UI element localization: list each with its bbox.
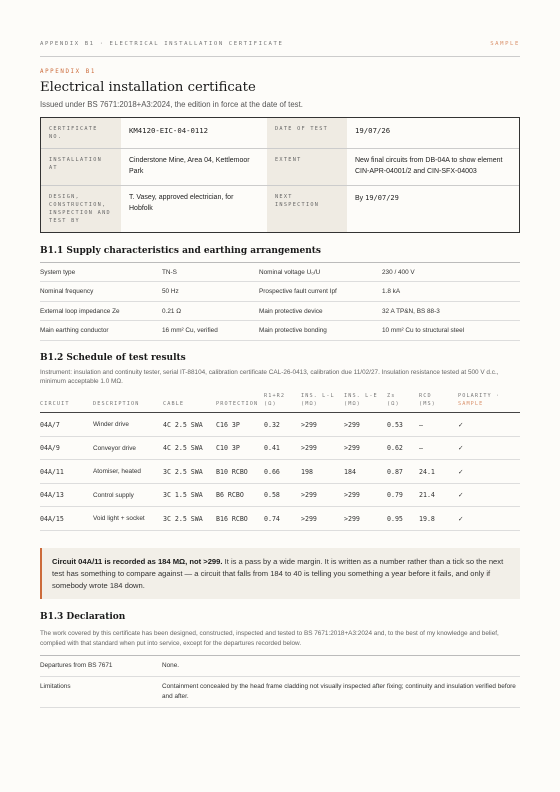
extent-value: New final circuits from DB-04A to show element CIN-APR-04001/2 and CIN-SFX-04003 (355, 157, 503, 175)
extent-label: EXTENT (267, 149, 347, 185)
cell-polarity: ✓ (458, 507, 520, 531)
col-ins-le-label: INS. L-E (344, 392, 378, 399)
cell-cable: 4C 2.5 SWA (163, 436, 216, 460)
cell-r1r2: 0.74 (264, 507, 301, 531)
supply-label: Main protective bonding (259, 326, 327, 334)
col-protection: PROTECTION (216, 392, 264, 413)
table-row (40, 460, 520, 484)
col-ins-ll-label: INS. L-L (301, 392, 335, 399)
cell-protection: B10 RCBO (216, 460, 264, 484)
cell-r1r2: 0.58 (264, 483, 301, 507)
cert-no-label: CERTIFICATE NO. (41, 118, 121, 148)
supply-label: Nominal voltage U₀/U (259, 268, 321, 276)
test-results-header (40, 392, 520, 413)
supply-value: TN-S (162, 268, 177, 276)
cell-zs: 0.79 (387, 483, 419, 507)
callout-body: It is a pass by a wide margin. It is written as a number rather than a tick so the next test has something to compare against — a circuit that falls from 184 to 40 is telling you something a year before it fails, and only if somebody wrote 184 down. (52, 556, 504, 590)
cell-r1r2: 0.66 (264, 460, 301, 484)
certificate-details (40, 117, 520, 233)
supply-value: 50 Hz (162, 288, 179, 296)
cell-circuit: 04A/15 (40, 507, 93, 531)
cell-ins-le: 184 (344, 460, 387, 484)
cell-zs: 0.53 (387, 413, 419, 437)
cell-description: Void light + socket (93, 507, 163, 531)
cell-rcd: 21.4 (419, 483, 458, 507)
cell-ins-ll: >299 (301, 483, 344, 507)
col-polarity-sample: SAMPLE (458, 401, 484, 408)
declaration-value: None. (162, 662, 180, 670)
col-zs (387, 392, 419, 413)
instrument-note: Instrument: insulation and continuity tester, serial IT-88104, calibration certificate CAL-26-0413, calibration due 11/02/27. Insulation resistance tested at 500 V d.c., minimum acceptable 1.0 MΩ. (40, 368, 499, 386)
declaration-table (40, 655, 520, 708)
next-inspection-date: 19/07/29 (365, 193, 399, 202)
supply-label: Prospective fault current Ipf (259, 288, 337, 296)
installation-label: INSTALLATION AT (41, 149, 121, 185)
cell-zs: 0.95 (387, 507, 419, 531)
declaration-row (40, 677, 520, 708)
next-inspection-label: NEXT INSPECTION (267, 186, 347, 232)
cell-rcd: 19.8 (419, 507, 458, 531)
supply-label: Nominal frequency (40, 288, 94, 296)
cell-cable: 3C 2.5 SWA (163, 507, 216, 531)
running-header-title: APPENDIX B1 · ELECTRICAL INSTALLATION CERTIFICATE (40, 41, 284, 47)
date-of-test-label: DATE OF TEST (267, 118, 347, 148)
cell-ins-le: >299 (344, 413, 387, 437)
cell-polarity: ✓ (458, 483, 520, 507)
cell-circuit: 04A/11 (40, 460, 93, 484)
supply-row (40, 302, 520, 321)
installation-value: Cinderstone Mine, Area 04, Kettlemoor Park (129, 157, 250, 175)
declaration-label: Limitations (40, 683, 71, 691)
col-rcd-label: RCD (419, 392, 432, 399)
cell-description: Conveyor drive (93, 436, 163, 460)
cell-ins-le: >299 (344, 436, 387, 460)
cell-ins-ll: >299 (301, 507, 344, 531)
page-title: Electrical installation certificate (40, 80, 256, 95)
supply-label: External loop impedance Ze (40, 307, 120, 315)
supply-label: Main protective device (259, 307, 323, 315)
supply-table (40, 262, 520, 341)
next-inspection-value (347, 186, 519, 232)
supply-value: 16 mm² Cu, verified (162, 326, 218, 334)
declaration-label: Departures from BS 7671 (40, 662, 113, 670)
cell-cable: 4C 2.5 SWA (163, 413, 216, 437)
cell-ins-ll: >299 (301, 413, 344, 437)
col-ins-ll (301, 392, 344, 413)
col-r1r2-label: R1+R2 (264, 392, 286, 399)
date-of-test-value: 19/07/26 (355, 126, 391, 135)
cell-ins-ll: >299 (301, 436, 344, 460)
col-cable: CABLE (163, 392, 216, 413)
declaration-heading: B1.3 Declaration (40, 612, 126, 623)
cell-rcd: — (419, 436, 458, 460)
cert-row-installation (41, 148, 519, 185)
supply-label: Main earthing conductor (40, 326, 109, 334)
col-polarity-label: POLARITY · (458, 392, 501, 399)
col-rcd (419, 392, 458, 413)
cell-cable: 3C 1.5 SWA (163, 483, 216, 507)
declaration-value: Containment concealed by the head frame cladding not visually inspected after fixing; continuity and insulation verified before and after. (162, 683, 516, 700)
col-description: DESCRIPTION (93, 392, 163, 413)
design-label: DESIGN, CONSTRUCTION, INSPECTION AND TEST BY (41, 186, 121, 232)
supply-row (40, 263, 520, 282)
supply-label: System type (40, 268, 76, 276)
declaration-row (40, 656, 520, 677)
col-ins-le (344, 392, 387, 413)
cert-no-value: KM4120-EIC-04-0112 (129, 126, 209, 135)
cert-row-number (41, 118, 519, 148)
col-polarity (458, 392, 520, 413)
col-r1r2-unit: (Ω) (264, 401, 277, 408)
cell-polarity: ✓ (458, 413, 520, 437)
cell-rcd: 24.1 (419, 460, 458, 484)
cell-polarity: ✓ (458, 460, 520, 484)
supply-row (40, 321, 520, 340)
col-ins-le-unit: (MΩ) (344, 401, 361, 408)
cell-ins-le: >299 (344, 507, 387, 531)
cell-circuit: 04A/13 (40, 483, 93, 507)
supply-value: 0.21 Ω (162, 307, 181, 315)
table-row (40, 483, 520, 507)
sample-marker: SAMPLE (490, 41, 520, 47)
supply-heading: B1.1 Supply characteristics and earthing arrangements (40, 246, 321, 257)
cell-cable: 3C 2.5 SWA (163, 460, 216, 484)
cell-ins-le: >299 (344, 483, 387, 507)
insulation-callout (40, 548, 520, 599)
test-results-table (40, 392, 520, 531)
col-zs-label: Zs (387, 392, 396, 399)
supply-value: 1.8 kA (382, 288, 401, 296)
cell-zs: 0.62 (387, 436, 419, 460)
supply-value: 32 A TP&N, BS 88-3 (382, 307, 440, 315)
cell-description: Control supply (93, 483, 163, 507)
callout-lead: Circuit 04A/11 is recorded as 184 MΩ, not >299. (52, 556, 223, 566)
cell-rcd: — (419, 413, 458, 437)
supply-value: 10 mm² Cu to structural steel (382, 326, 465, 334)
cell-description: Winder drive (93, 413, 163, 437)
supply-value: 230 / 400 V (382, 268, 415, 276)
table-row (40, 413, 520, 437)
cell-protection: C10 3P (216, 436, 264, 460)
cell-protection: C16 3P (216, 413, 264, 437)
col-circuit: CIRCUIT (40, 392, 93, 413)
col-rcd-unit: (MS) (419, 401, 436, 408)
supply-row (40, 282, 520, 301)
cell-zs: 0.87 (387, 460, 419, 484)
running-header (40, 0, 520, 51)
tests-heading: B1.2 Schedule of test results (40, 352, 186, 363)
table-row (40, 507, 520, 531)
col-zs-unit: (Ω) (387, 401, 400, 408)
cell-circuit: 04A/7 (40, 413, 93, 437)
cell-circuit: 04A/9 (40, 436, 93, 460)
design-value: T. Vasey, approved electrician, for Hobfolk (129, 193, 234, 212)
cell-ins-ll: 198 (301, 460, 344, 484)
cell-polarity: ✓ (458, 436, 520, 460)
cell-r1r2: 0.41 (264, 436, 301, 460)
appendix-label: APPENDIX B1 (40, 69, 96, 75)
next-inspection-prefix: By (355, 194, 364, 202)
cell-protection: B6 RCBO (216, 483, 264, 507)
table-row (40, 436, 520, 460)
cell-r1r2: 0.32 (264, 413, 301, 437)
header-rule (40, 56, 520, 57)
cell-description: Atomiser, heated (93, 460, 163, 484)
cell-protection: B16 RCBO (216, 507, 264, 531)
col-ins-ll-unit: (MΩ) (301, 401, 318, 408)
issued-note: Issued under BS 7671:2018+A3:2024, the edition in force at the date of test. (40, 100, 303, 109)
cert-row-design (41, 185, 519, 232)
col-r1r2 (264, 392, 301, 413)
declaration-text: The work covered by this certificate has been designed, constructed, inspected and tested to BS 7671:2018+A3:2024 and, to the best of my knowledge and belief, complied with that standard when put into service, except for the departures recorded below. (40, 630, 499, 648)
